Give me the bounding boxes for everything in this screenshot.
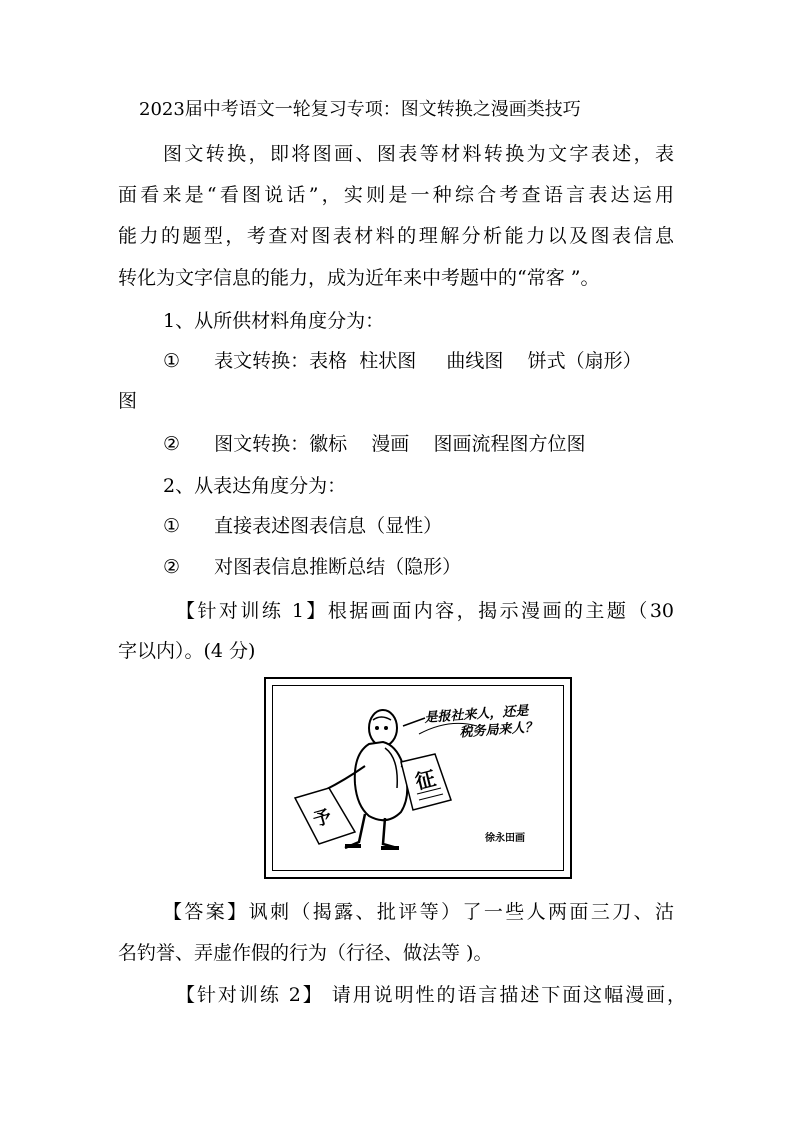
right-paper-label: 征	[412, 765, 438, 795]
list-marker: ①	[163, 350, 181, 372]
cartoon-frame	[272, 685, 564, 871]
list-item-text: 表文转换：表格 柱状图 曲线图 饼式（扇形）	[214, 350, 642, 372]
cartoon-head	[369, 710, 397, 746]
cartoon-signature: 徐永田画	[485, 833, 525, 844]
list-marker: ②	[163, 433, 181, 455]
intro-line-1: 图文转换，即将图画、图表等材料转换为文字表述，表	[163, 143, 674, 165]
list-marker: ①	[163, 515, 181, 537]
list-item-text: 直接表述图表信息（显性）	[214, 515, 443, 537]
answer-line-2: 名钓誉、弄虚作假的行为（行径、做法等 )。	[118, 942, 493, 964]
intro-line-2: 面看来是“看图说话”，实则是一种综合考查语言表达运用	[118, 184, 674, 206]
cartoon-body	[355, 742, 407, 820]
exercise1-line-1: 【针对训练 1】根据画面内容，揭示漫画的主题（30	[176, 600, 674, 622]
section1-item2	[163, 432, 794, 456]
left-paper-label: 予	[310, 805, 334, 832]
section1-heading: 1、从所供材料角度分为：	[163, 310, 385, 332]
cartoon-figure	[264, 677, 572, 879]
page-title: 2023届中考语文一轮复习专项：图文转换之漫画类技巧	[139, 99, 581, 120]
answer-line-1: 【答案】讽刺（揭露、批评等）了一些人两面三刀、沽	[163, 901, 674, 923]
list-marker: ②	[163, 556, 181, 578]
section1-item1	[163, 349, 794, 373]
list-item-text: 图文转换：徽标 漫画 图画流程图方位图	[214, 433, 586, 455]
section1-item1-wrap: 图	[118, 390, 138, 412]
intro-line-4: 转化为文字信息的能力，成为近年来中考题中的“常客 ”。	[118, 267, 600, 289]
list-item-text: 对图表信息推断总结（隐形）	[214, 556, 462, 578]
exercise2-line-1: 【针对训练 2】 请用说明性的语言描述下面这幅漫画，	[176, 984, 686, 1006]
section2-heading: 2、从表达角度分为：	[163, 475, 347, 497]
section2-item2	[163, 555, 794, 579]
section2-item1	[163, 514, 794, 538]
intro-line-3: 能力的题型，考查对图表材料的理解分析能力以及图表信息	[118, 225, 674, 247]
speech-bubble-text: 是报社来人，还是 税务局来人？	[424, 703, 538, 741]
exercise1-line-2: 字以内）。(4 分)	[118, 640, 256, 662]
